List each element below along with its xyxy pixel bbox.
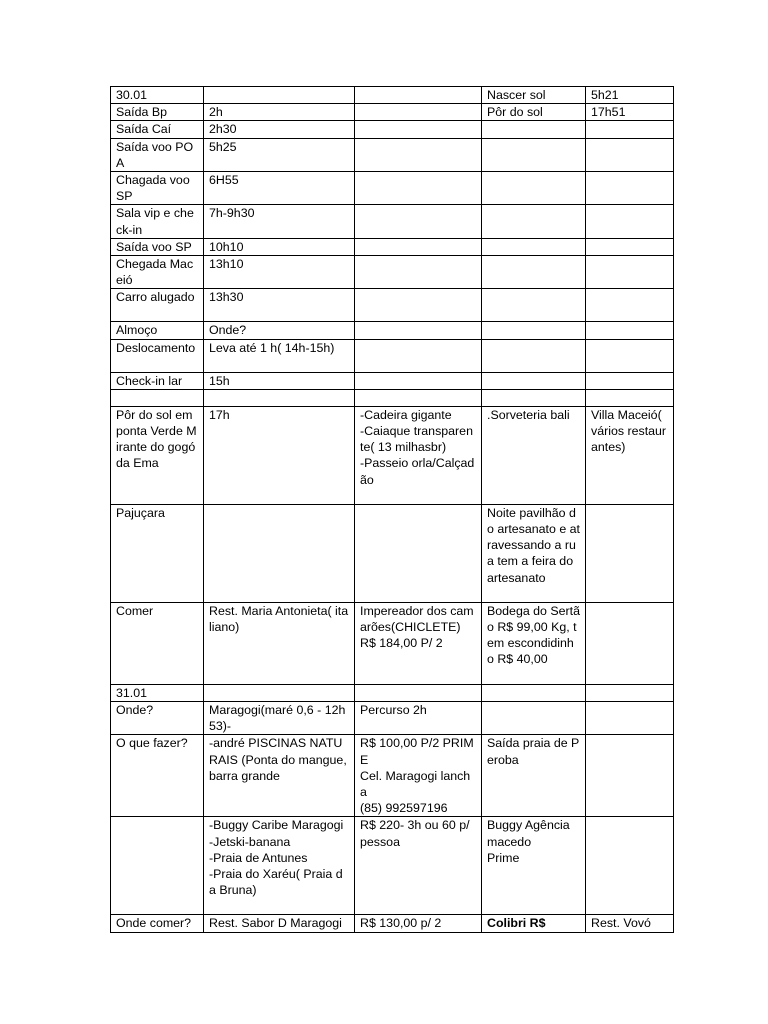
- table-cell: -Buggy Caribe Maragogi -Jetski-banana -Praia de Antunes -Praia do Xaréu( Praia da Bruna): [204, 817, 355, 915]
- table-cell: Pôr do sol em ponta Verde Mirante do gogó da Ema: [111, 406, 204, 504]
- table-cell: [586, 256, 674, 289]
- table-cell: Saída Caí: [111, 121, 204, 138]
- table-cell: [355, 322, 482, 339]
- table-cell: 15h: [204, 372, 355, 389]
- table-cell: [586, 817, 674, 915]
- table-cell: [482, 256, 586, 289]
- table-cell: [355, 289, 482, 322]
- table-cell: Saída voo POA: [111, 138, 204, 171]
- table-cell: [482, 138, 586, 171]
- table-cell: [586, 205, 674, 238]
- table-cell: [204, 504, 355, 602]
- table-cell: O que fazer?: [111, 735, 204, 817]
- table-cell: [586, 339, 674, 372]
- table-cell: Check-in lar: [111, 372, 204, 389]
- table-cell: [586, 684, 674, 701]
- table-row: [111, 684, 674, 701]
- table-cell: 30.01: [111, 87, 204, 104]
- table-cell: [355, 256, 482, 289]
- table-cell: Bodega do Sertão R$ 99,00 Kg, tem escondidinho R$ 40,00: [482, 602, 586, 684]
- table-cell: [482, 205, 586, 238]
- table-cell: [355, 504, 482, 602]
- table-cell: Rest. Maria Antonieta( italiano): [204, 602, 355, 684]
- table-cell: Comer: [111, 602, 204, 684]
- table-cell: Impereador dos camarões(CHICLETE) R$ 184,00 P/ 2: [355, 602, 482, 684]
- table-cell: R$ 100,00 P/2 PRIME Cel. Maragogi lancha (85) 992597196: [355, 735, 482, 817]
- table-cell: [586, 121, 674, 138]
- table-cell: R$ 130,00 p/ 2: [355, 915, 482, 932]
- table-cell: [482, 702, 586, 735]
- table-cell: [586, 504, 674, 602]
- table-row: [111, 372, 674, 389]
- table-cell: Almoço: [111, 322, 204, 339]
- table-cell: [355, 121, 482, 138]
- table-row: [111, 205, 674, 238]
- table-row: [111, 322, 674, 339]
- table-cell: Nascer sol: [482, 87, 586, 104]
- table-cell: 31.01: [111, 684, 204, 701]
- table-row: [111, 817, 674, 915]
- table-cell: 17h: [204, 406, 355, 504]
- table-cell: [586, 389, 674, 406]
- table-cell: -andré PISCINAS NATURAIS (Ponta do mangue, barra grande: [204, 735, 355, 817]
- table-row: [111, 104, 674, 121]
- table-cell: Onde?: [204, 322, 355, 339]
- table-cell: [355, 172, 482, 205]
- table-cell: [586, 735, 674, 817]
- table-cell: Pajuçara: [111, 504, 204, 602]
- table-cell: [355, 238, 482, 255]
- table-row: [111, 138, 674, 171]
- table-cell: 13h10: [204, 256, 355, 289]
- table-cell: [355, 372, 482, 389]
- table-cell: Deslocamento: [111, 339, 204, 372]
- table-cell: [355, 205, 482, 238]
- table-cell: [586, 238, 674, 255]
- table-row: [111, 504, 674, 602]
- table-cell: [586, 602, 674, 684]
- table-cell: [482, 389, 586, 406]
- table-row: [111, 256, 674, 289]
- table-cell: Sala vip e check-in: [111, 205, 204, 238]
- table-cell: Onde?: [111, 702, 204, 735]
- table-cell: [204, 87, 355, 104]
- table-cell: Leva até 1 h( 14h-15h): [204, 339, 355, 372]
- table-cell: Buggy Agência macedo Prime: [482, 817, 586, 915]
- table-cell: [482, 121, 586, 138]
- table-cell: Chegada Maceió: [111, 256, 204, 289]
- table-cell: Rest. Sabor D Maragogi: [204, 915, 355, 932]
- table-cell: [586, 289, 674, 322]
- table-cell: [355, 104, 482, 121]
- table-cell: 13h30: [204, 289, 355, 322]
- table-cell: 6H55: [204, 172, 355, 205]
- table-cell: Noite pavilhão do artesanato e atravessando a rua tem a feira do artesanato: [482, 504, 586, 602]
- table-cell: Onde comer?: [111, 915, 204, 932]
- table-cell: Percurso 2h: [355, 702, 482, 735]
- table-row: [111, 735, 674, 817]
- table-cell: 17h51: [586, 104, 674, 121]
- table-cell: 5h21: [586, 87, 674, 104]
- table-cell: Saída voo SP: [111, 238, 204, 255]
- table-cell: 7h-9h30: [204, 205, 355, 238]
- table-cell: Pôr do sol: [482, 104, 586, 121]
- table-cell: Villa Maceió( vários restaurantes): [586, 406, 674, 504]
- table-cell: [586, 372, 674, 389]
- table-cell: [355, 138, 482, 171]
- table-row: [111, 339, 674, 372]
- table-cell: [355, 389, 482, 406]
- table-cell: [204, 684, 355, 701]
- table-cell: [111, 817, 204, 915]
- table-cell: [355, 684, 482, 701]
- table-cell: [482, 339, 586, 372]
- table-row: [111, 602, 674, 684]
- table-cell: Carro alugado: [111, 289, 204, 322]
- table-row: [111, 87, 674, 104]
- table-cell: [355, 339, 482, 372]
- table-cell: R$ 220- 3h ou 60 p/pessoa: [355, 817, 482, 915]
- table-cell: [111, 389, 204, 406]
- table-cell: Colibri R$: [482, 915, 586, 932]
- table-cell: [204, 389, 355, 406]
- table-row: [111, 238, 674, 255]
- table-cell: -Cadeira gigante -Caiaque transparente( 13 milhasbr) -Passeio orla/Calçadão: [355, 406, 482, 504]
- table-cell: [586, 322, 674, 339]
- table-cell: [355, 87, 482, 104]
- table-cell: [482, 322, 586, 339]
- itinerary-table: [110, 86, 674, 933]
- table-row: [111, 406, 674, 504]
- table-cell: Saída praia de Peroba: [482, 735, 586, 817]
- table-cell: [482, 372, 586, 389]
- table-cell: [586, 702, 674, 735]
- table-cell: [482, 238, 586, 255]
- table-cell: .Sorveteria bali: [482, 406, 586, 504]
- table-row: [111, 121, 674, 138]
- table-row: [111, 915, 674, 932]
- table-row: [111, 172, 674, 205]
- table-cell: 2h30: [204, 121, 355, 138]
- table-cell: Maragogi(maré 0,6 - 12h53)-: [204, 702, 355, 735]
- table-row: [111, 389, 674, 406]
- table-cell: 5h25: [204, 138, 355, 171]
- table-cell: 10h10: [204, 238, 355, 255]
- table-cell: [482, 684, 586, 701]
- table-cell: [482, 289, 586, 322]
- table-cell: Chagada voo SP: [111, 172, 204, 205]
- table-cell: [586, 172, 674, 205]
- table-cell: Rest. Vovó: [586, 915, 674, 932]
- table-cell: Saída Bp: [111, 104, 204, 121]
- table-cell: [482, 172, 586, 205]
- table-cell: 2h: [204, 104, 355, 121]
- table-cell: [586, 138, 674, 171]
- table-row: [111, 702, 674, 735]
- table-row: [111, 289, 674, 322]
